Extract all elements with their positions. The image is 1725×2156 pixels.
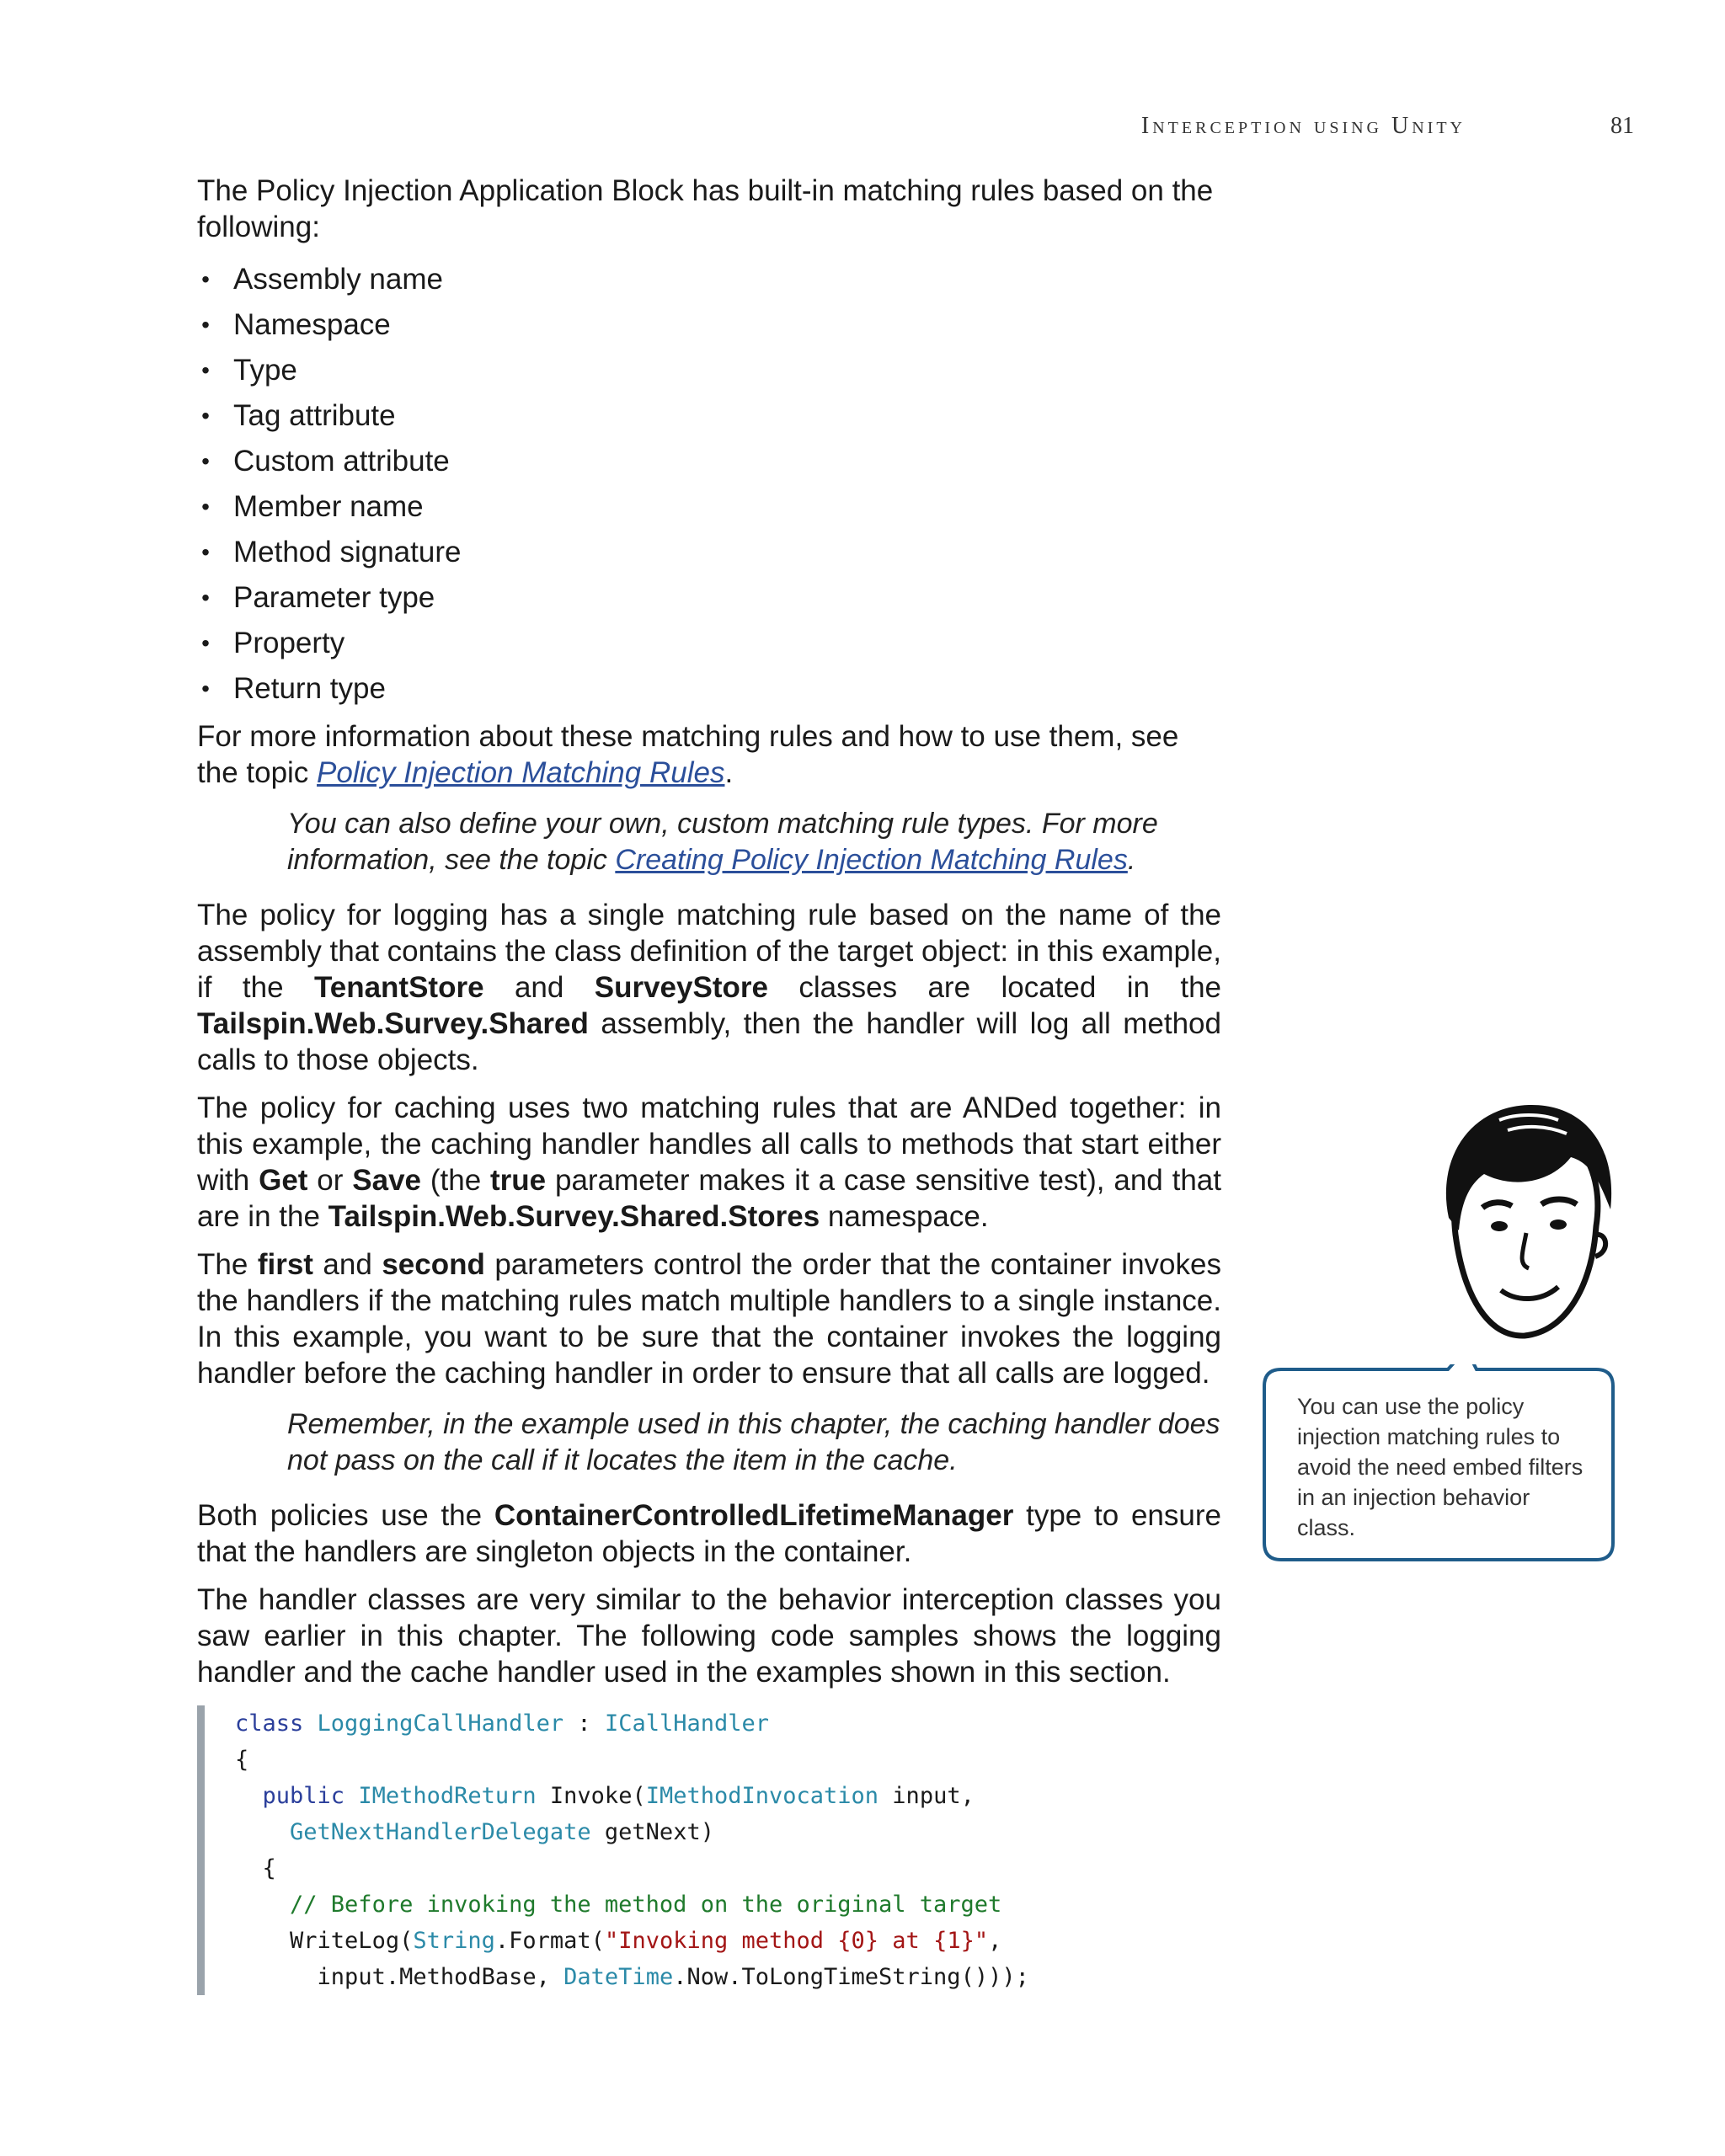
list-item: • Property [197, 621, 1221, 666]
caching-policy-paragraph: The policy for caching uses two matching rules that are ANDed together: in this example, the caching handler handles all calls to methods that start either with Get or Save (the true parameter makes it a case sensitive test), and that are in the Tailspin.Web.Survey.Shared.Stores namespace. [197, 1091, 1221, 1233]
code-line: { [262, 1855, 276, 1881]
bullet-icon: • [201, 675, 210, 702]
sidebar-note: You can use the policy injection matching rules to avoid the need embed filters in an injection behavior class. [1297, 1394, 1583, 1540]
policy-injection-matching-rules-link[interactable]: Policy Injection Matching Rules [317, 756, 725, 789]
list-item: • Tag attribute [197, 393, 1221, 439]
bullet-icon: • [201, 494, 210, 520]
code-line: { [235, 1747, 249, 1773]
list-item: • Parameter type [197, 575, 1221, 621]
code-line: GetNextHandlerDelegate getNext) [290, 1819, 714, 1845]
running-head: Interception using Unity [1140, 113, 1466, 139]
bullet-icon: • [201, 584, 210, 611]
list-item: • Assembly name [197, 257, 1221, 302]
bullet-icon: • [201, 266, 210, 292]
custom-rule-note: You can also define your own, custom matching rule types. For more information, see the topic Creating Policy Injection Matching Rules. [287, 808, 1158, 876]
bullet-icon: • [201, 357, 210, 383]
bullet-icon: • [201, 312, 210, 338]
caching-handler-note: Remember, in the example used in this chapter, the caching handler does not pass on the call if it locates the item in the cache. [287, 1408, 1220, 1476]
bullet-icon: • [201, 403, 210, 429]
list-item: • Namespace [197, 302, 1221, 348]
code-line: input.MethodBase, DateTime.Now.ToLongTimeString())); [317, 1964, 1029, 1990]
page-number: 81 [1610, 113, 1634, 139]
code-line: // Before invoking the method on the original target [290, 1892, 1002, 1918]
creating-matching-rules-link[interactable]: Creating Policy Injection Matching Rules [615, 844, 1128, 876]
author-avatar [1423, 1091, 1626, 1344]
bullet-icon: • [201, 630, 210, 656]
list-item: • Return type [197, 666, 1221, 712]
list-item: • Method signature [197, 530, 1221, 575]
lifetime-manager-paragraph: Both policies use the ContainerControlledLifetimeManager type to ensure that the handlers are singleton objects in the container. [197, 1499, 1221, 1568]
handler-order-paragraph: The first and second parameters control the order that the container invokes the handlers if the matching rules match multiple handlers to a single instance. In this example, you want to be sure that the container invokes the logging handler before the caching handler in order to ensure that all calls are logged. [197, 1248, 1221, 1390]
list-item: • Type [197, 348, 1221, 393]
bullet-icon: • [201, 539, 210, 565]
code-line: class LoggingCallHandler : ICallHandler [235, 1710, 770, 1737]
code-sample [197, 1705, 1221, 1995]
matching-rules-list [197, 257, 1221, 712]
logging-policy-paragraph: The policy for logging has a single matching rule based on the name of the assembly that contains the class definition of the target object: in this example, if the TenantStore and SurveyStore classes are located in the Tailspin.Web.Survey.Shared assembly, then the handler will log all method calls to those objects. [197, 899, 1221, 1076]
more-info-paragraph: For more information about these matching rules and how to use them, see the topic Policy Injection Matching Rules. [197, 720, 1179, 789]
main-text-column [197, 173, 1221, 1995]
code-line: WriteLog(String.Format("Invoking method {0} at {1}", [290, 1928, 1002, 1954]
bullet-icon: • [201, 448, 210, 474]
handler-classes-paragraph: The handler classes are very similar to the behavior interception classes you saw earlier in this chapter. The following code samples shows the logging handler and the cache handler used in the examples shown in this section. [197, 1583, 1221, 1689]
list-item: • Custom attribute [197, 439, 1221, 484]
code-line: public IMethodReturn Invoke(IMethodInvocation input, [262, 1783, 975, 1809]
intro-paragraph: The Policy Injection Application Block has built-in matching rules based on the following: [197, 174, 1214, 243]
list-item: • Member name [197, 484, 1221, 530]
